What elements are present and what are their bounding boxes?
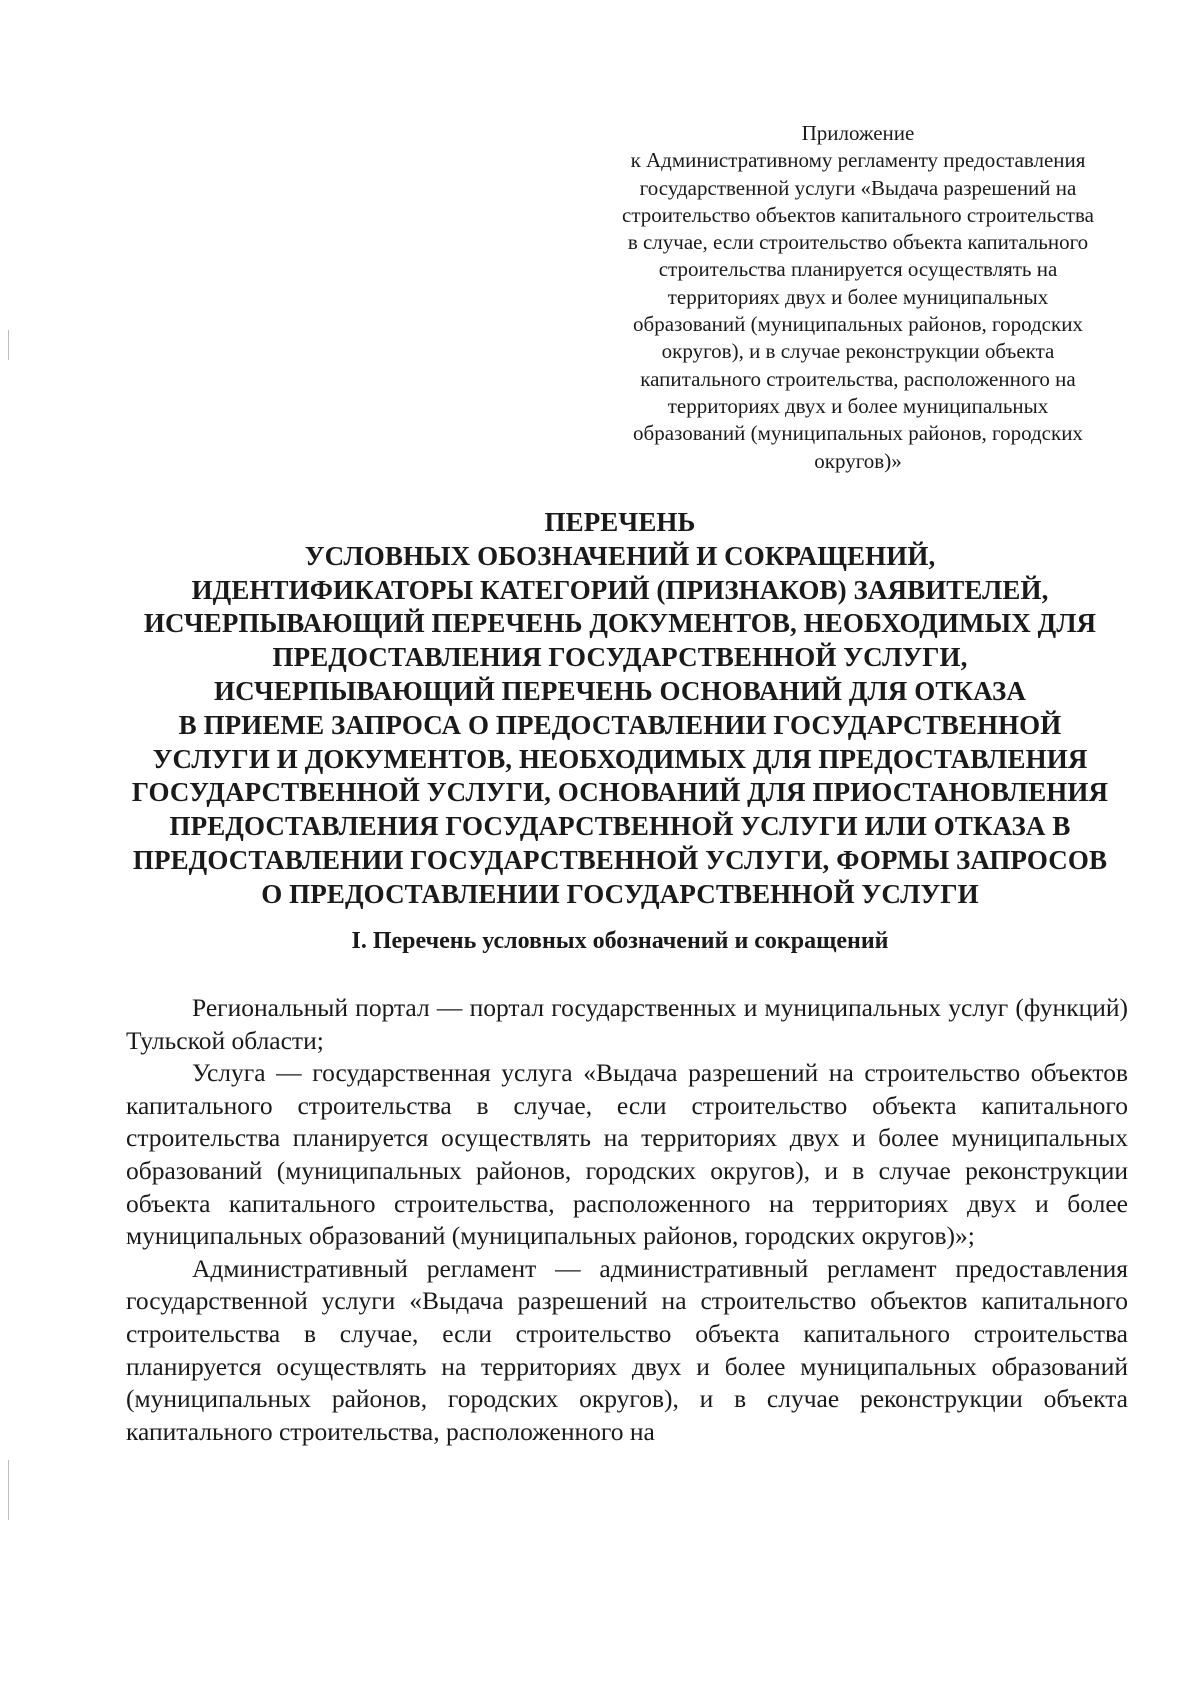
appendix-line: к Административному регламенту предоставления	[630, 148, 1086, 173]
appendix-line: в случае, если строительство объекта капитального	[627, 230, 1089, 255]
title-line: О ПРЕДОСТАВЛЕНИИ ГОСУДАРСТВЕННОЙ УСЛУГИ	[261, 878, 979, 909]
title-line: ПРЕДОСТАВЛЕНИИ ГОСУДАРСТВЕННОЙ УСЛУГИ, ФОРМЫ ЗАПРОСОВ	[132, 844, 1108, 875]
definition-paragraph	[126, 1253, 1128, 1449]
appendix-line: капитального строительства, расположенного на	[640, 366, 1076, 391]
title-line: УСЛУГИ И ДОКУМЕНТОВ, НЕОБХОДИМЫХ ДЛЯ ПРЕДОСТАВЛЕНИЯ	[152, 743, 1088, 774]
scan-margin-mark	[8, 330, 9, 360]
appendix-line: государственной услуги «Выдача разрешений на	[639, 175, 1077, 200]
appendix-line: образований (муниципальных районов, городских	[633, 312, 1083, 337]
appendix-line: округов)»	[814, 448, 902, 473]
definition-paragraph	[126, 992, 1128, 1057]
definition-term: Региональный портал	[192, 993, 430, 1022]
definition-dash: —	[276, 1058, 302, 1088]
scan-margin-mark	[8, 1460, 9, 1520]
appendix-line: территориях двух и более муниципальных	[667, 393, 1049, 418]
definition-term: Административный регламент	[192, 1253, 537, 1283]
definition-dash: —	[555, 1253, 581, 1283]
title-line: ПРЕДОСТАВЛЕНИЯ ГОСУДАРСТВЕННОЙ УСЛУГИ ИЛИ ОТКАЗА В	[169, 811, 1071, 842]
definition-term: Услуга	[192, 1058, 266, 1088]
definition-text: государственная услуга «Выдача разрешений на строительство объектов капитального строительства в случае, если строительство объекта капитального строительства планируется осуществлять на территориях двух и более муниципальных образований (муниципальных районов, городских округов), и в случае реконструкции объекта капитального строительства, расположенного на территориях двух и более муниципальных образований (муниципальных районов, городских округов)»;	[126, 1058, 1129, 1251]
appendix-line: территориях двух и более муниципальных	[667, 284, 1049, 309]
title-line: ГОСУДАРСТВЕННОЙ УСЛУГИ, ОСНОВАНИЙ ДЛЯ ПРИОСТАНОВЛЕНИЯ	[131, 777, 1109, 808]
title-line: ПРЕДОСТАВЛЕНИЯ ГОСУДАРСТВЕННОЙ УСЛУГИ,	[272, 642, 968, 673]
title-line: ИСЧЕРПЫВАЮЩИЙ ПЕРЕЧЕНЬ ДОКУМЕНТОВ, НЕОБХОДИМЫХ ДЛЯ	[143, 608, 1097, 639]
definition-paragraph	[126, 1057, 1128, 1253]
appendix-header	[578, 120, 1138, 475]
section-heading: I. Перечень условных обозначений и сокращений	[351, 928, 889, 954]
title-line: ИДЕНТИФИКАТОРЫ КАТЕГОРИЙ (ПРИЗНАКОВ) ЗАЯВИТЕЛЕЙ,	[191, 574, 1049, 605]
appendix-line: строительство объектов капитального строительства	[622, 202, 1094, 227]
definition-dash: —	[436, 993, 463, 1022]
definitions-list	[126, 992, 1128, 1448]
title-line: ПЕРЕЧЕНЬ	[544, 507, 696, 537]
definition-text: портал государственных и муниципальных услуг (функций) Тульской области;	[126, 993, 1129, 1055]
appendix-line: строительства планируется осуществлять на	[658, 257, 1058, 282]
title-line: УСЛОВНЫХ ОБОЗНАЧЕНИЙ И СОКРАЩЕНИЙ,	[304, 540, 936, 571]
appendix-line: образований (муниципальных районов, городских	[633, 421, 1083, 446]
appendix-line: Приложение	[801, 121, 915, 145]
title-line: ИСЧЕРПЫВАЮЩИЙ ПЕРЕЧЕНЬ ОСНОВАНИЙ ДЛЯ ОТКАЗА	[213, 675, 1026, 706]
appendix-line: округов), и в случае реконструкции объекта	[661, 339, 1055, 364]
document-title	[105, 506, 1135, 912]
definition-text: административный регламент предоставления государственной услуги «Выдача разрешений на строительство объектов капитального строительства в случае, если строительство объекта капитального строительства планируется осуществлять на территориях двух и более муниципальных образований (муниципальных районов, городских округов), и в случае реконструкции объекта капитального строительства, расположенного на	[126, 1253, 1128, 1446]
title-line: В ПРИЕМЕ ЗАПРОСА О ПРЕДОСТАВЛЕНИИ ГОСУДАРСТВЕННОЙ	[178, 709, 1062, 740]
